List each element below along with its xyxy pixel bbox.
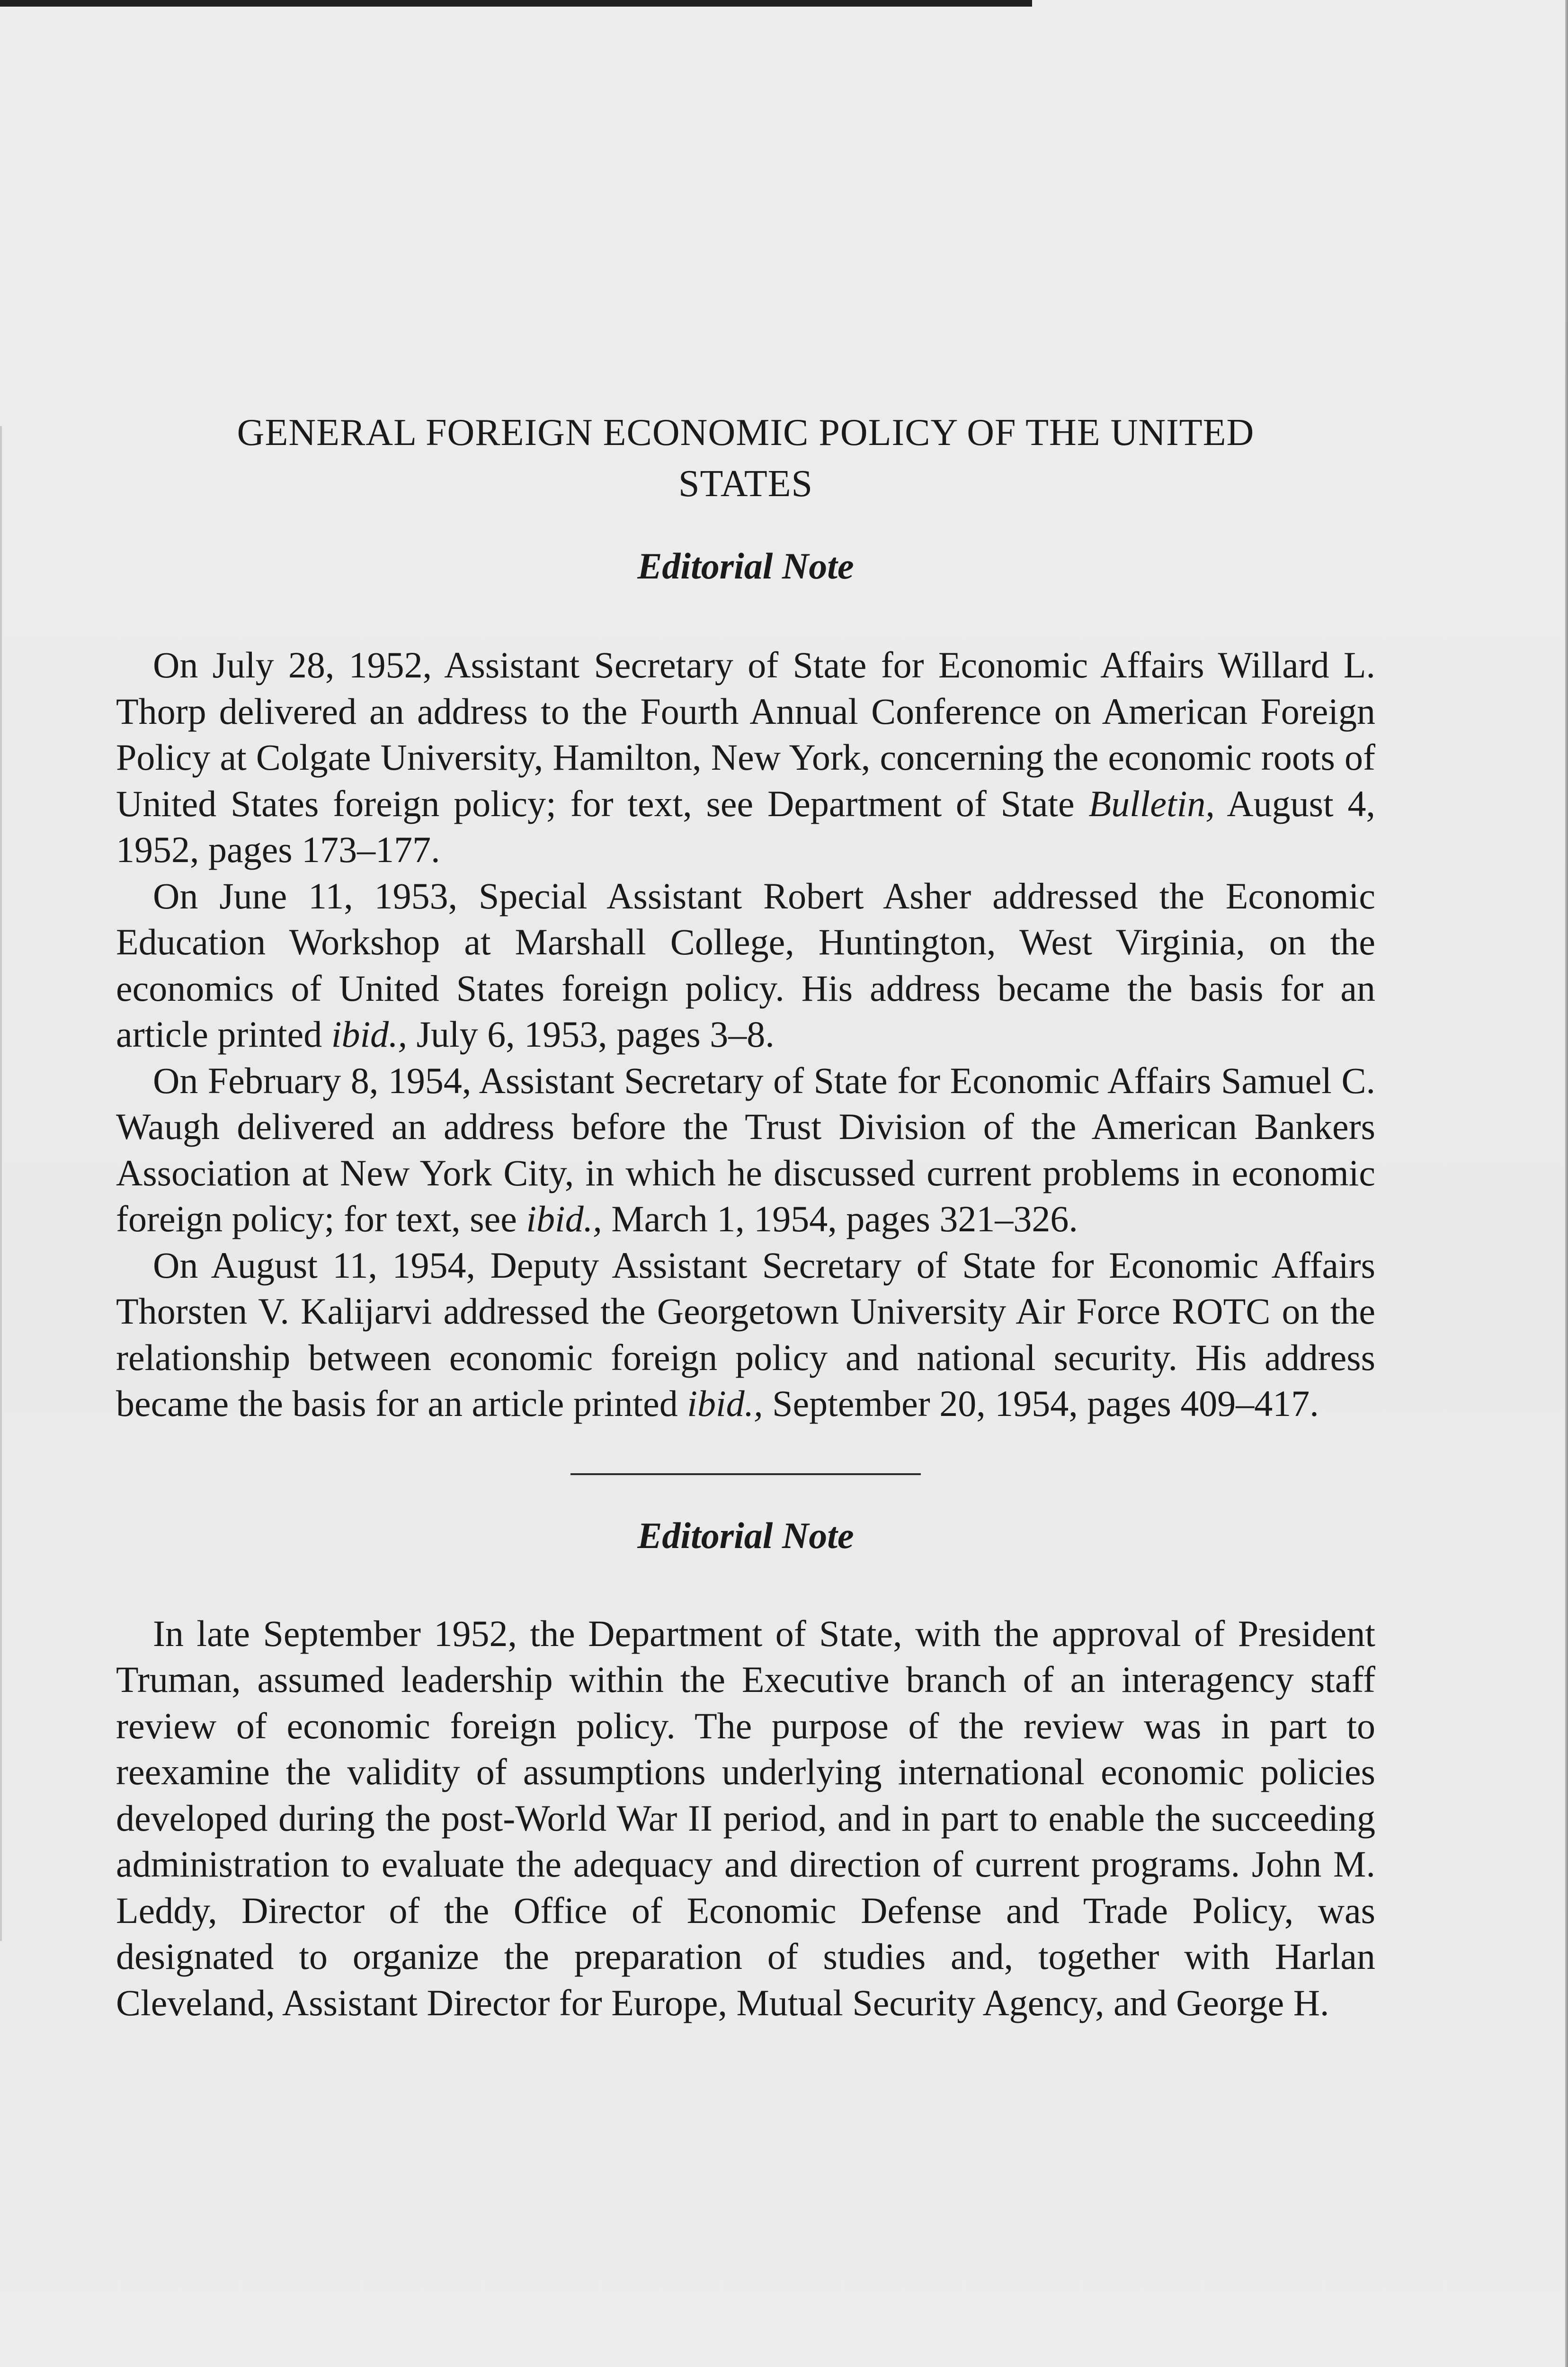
paragraph-text: On June 11, 1953, Special Assistant Robert Asher addressed the Economic Education Workshop at Marshall College, Huntington, West Virginia, on the economics of United States foreign policy. His address became the basis for an article printed [116, 875, 1375, 1055]
scan-right-edge [1565, 0, 1568, 2367]
editorial-note-section-2 [116, 1611, 1375, 2026]
paragraph-kalijarvi-address [116, 1242, 1375, 1427]
paragraph-text-after: September 20, 1954, pages 409–417. [763, 1383, 1319, 1424]
page-title [116, 407, 1375, 509]
paragraph-staff-review: In late September 1952, the Department of State, with the approval of President Truman, assumed leadership within the Executive branch of an interagency staff review of economic foreign policy. The purpose of the review was in part to reexamine the validity of assumptions underlying international economic policies developed during the post-World War II period, and in part to enable the succeeding administration to evaluate the adequacy and direction of current programs. John M. Leddy, Director of the Office of Economic Defense and Trade Policy, was designated to organize the preparation of studies and, together with Harlan Cleveland, Assistant Director for Europe, Mutual Security Agency, and George H. [116, 1612, 1375, 2023]
scan-top-edge [0, 0, 1032, 7]
citation-italic: ibid., [526, 1198, 602, 1239]
paragraph-text: On August 11, 1954, Deputy Assistant Secretary of State for Economic Affairs Thorsten V. Kalijarvi addressed the Georgetown University Air Force ROTC on the relationship between economic foreign policy and national security. His address became the basis for an article printed [116, 1244, 1375, 1424]
page-title-line-2: STATES [678, 463, 813, 505]
editorial-note-heading-2: Editorial Note [637, 1514, 854, 1556]
paragraph-text: On July 28, 1952, Assistant Secretary of State for Economic Affairs Willard L. Thorp delivered an address to the Fourth Annual Conference on American Foreign Policy at Colgate University, Hamilton, New York, concerning the economic roots of United States foreign policy; for text, see Department of State [116, 644, 1375, 824]
citation-italic: ibid., [687, 1383, 763, 1424]
paragraph-asher-address [116, 873, 1375, 1058]
paragraph-text: On February 8, 1954, Assistant Secretary of State for Economic Affairs Samuel C. Waugh delivered an address before the Trust Division of the American Bankers Association at New York City, in which he discussed current problems in economic foreign policy; for text, see [116, 1059, 1375, 1239]
editorial-note-heading-1: Editorial Note [637, 545, 854, 587]
paragraph-text-after: July 6, 1953, pages 3–8. [407, 1014, 775, 1055]
editorial-note-section-1 [116, 642, 1375, 1427]
citation-italic: Bulletin, [1088, 783, 1215, 824]
paragraph-text-after: March 1, 1954, pages 321–326. [602, 1198, 1078, 1239]
scan-left-edge [0, 426, 2, 1941]
paragraph-waugh-address [116, 1058, 1375, 1242]
section-divider [570, 1473, 921, 1475]
citation-italic: ibid., [331, 1014, 408, 1055]
page-content [116, 407, 1375, 2026]
paragraph-thorp-address [116, 642, 1375, 873]
paragraph-text-after: August 4, 1952, pages 173–177. [116, 783, 1375, 870]
page-title-line-1: GENERAL FOREIGN ECONOMIC POLICY OF THE UNITED [237, 412, 1255, 454]
